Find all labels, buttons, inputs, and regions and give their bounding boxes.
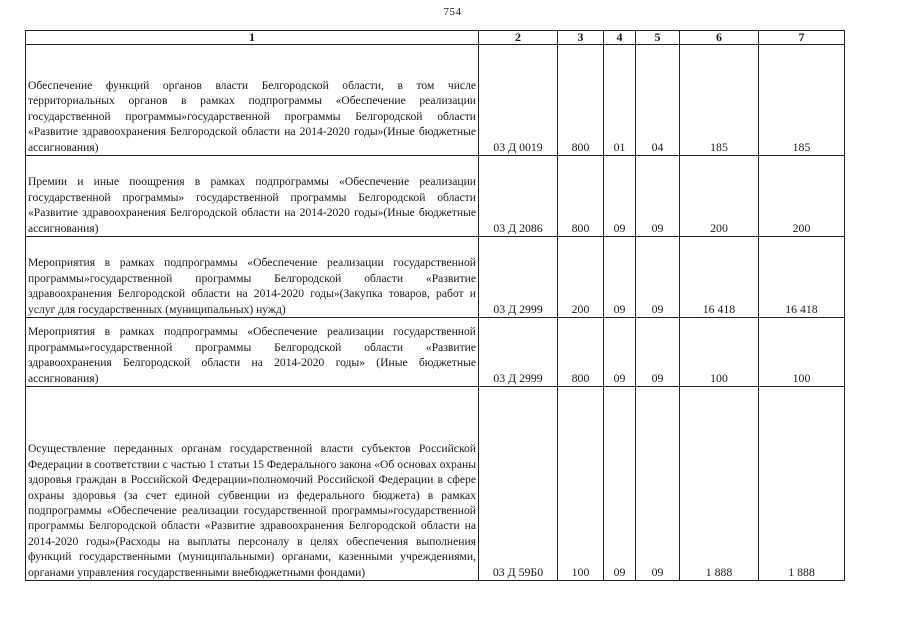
row-col7: 200 [759, 156, 845, 237]
row-code: 03 Д 59Б0 [479, 387, 558, 581]
row-col6: 100 [680, 318, 759, 387]
header-col-7: 7 [759, 31, 845, 45]
row-code: 03 Д 0019 [479, 45, 558, 156]
header-col-3: 3 [558, 31, 604, 45]
row-col3: 100 [558, 387, 604, 581]
row-col3: 800 [558, 318, 604, 387]
row-col6: 185 [680, 45, 759, 156]
row-col6: 1 888 [680, 387, 759, 581]
row-description: Мероприятия в рамках подпрограммы «Обеспечение реализации государственной программы»государственной программы Белгородской области «Развитие здравоохранения Белгородской области на 2014-2020 годы»(Закупка товаров, работ и услуг для государственных (муниципальных) нужд) [26, 237, 479, 318]
row-col3: 800 [558, 156, 604, 237]
row-col5: 09 [636, 387, 680, 581]
header-col-5: 5 [636, 31, 680, 45]
table-row [26, 45, 845, 156]
table-row [26, 237, 845, 318]
header-col-6: 6 [680, 31, 759, 45]
row-col7: 100 [759, 318, 845, 387]
header-col-1: 1 [26, 31, 479, 45]
row-col4: 01 [604, 45, 636, 156]
row-col6: 200 [680, 156, 759, 237]
row-col5: 04 [636, 45, 680, 156]
row-description: Обеспечение функций органов власти Белгородской области, в том числе территориальных органов в рамках подпрограммы «Обеспечение реализации государственной программы»государственной программы Белгородской области «Развитие здравоохранения Белгородской области на 2014-2020 годы»(Иные бюджетные ассигнования) [26, 45, 479, 156]
row-col3: 800 [558, 45, 604, 156]
row-code: 03 Д 2999 [479, 237, 558, 318]
table-row [26, 156, 845, 237]
row-description: Осуществление переданных органам государственной власти субъектов Российской Федерации в соответствии с частью 1 статьи 15 Федерального закона «Об основах охраны здоровья граждан в Российской Федерации»полномочий Российской Федерации в сфере охраны здоровья (за счет единой субвенции из федерального бюджета) в рамках подпрограммы «Обеспечение реализации государственной программы»государственной программы Белгородской области «Развитие здравоохранения Белгородской области на 2014-2020 годы»(Расходы на выплаты персоналу в целях обеспечения выполнения функций государственными (муниципальными) органами, казенными учреждениями, органами управления государственными внебюджетными фондами) [26, 387, 479, 581]
row-col4: 09 [604, 237, 636, 318]
row-col3: 200 [558, 237, 604, 318]
row-col5: 09 [636, 237, 680, 318]
row-col5: 09 [636, 156, 680, 237]
row-code: 03 Д 2999 [479, 318, 558, 387]
row-col7: 1 888 [759, 387, 845, 581]
row-col4: 09 [604, 318, 636, 387]
page-number: 754 [443, 6, 462, 18]
row-col4: 09 [604, 387, 636, 581]
row-code: 03 Д 2086 [479, 156, 558, 237]
row-description: Мероприятия в рамках подпрограммы «Обеспечение реализации государственной программы»государственной программы Белгородской области «Развитие здравоохранения Белгородской области на 2014-2020 годы» (Иные бюджетные ассигнования) [26, 318, 479, 387]
row-col7: 16 418 [759, 237, 845, 318]
row-col5: 09 [636, 318, 680, 387]
row-col4: 09 [604, 156, 636, 237]
row-col7: 185 [759, 45, 845, 156]
header-col-2: 2 [479, 31, 558, 45]
header-col-4: 4 [604, 31, 636, 45]
budget-table [25, 30, 845, 581]
table-row [26, 387, 845, 581]
table-row [26, 318, 845, 387]
header-row [26, 31, 845, 45]
row-description: Премии и иные поощрения в рамках подпрограммы «Обеспечение реализации государственной программы» государственной программы Белгородской области «Развитие здравоохранения Белгородской области на 2014-2020 годы»(Иные бюджетные ассигнования) [26, 156, 479, 237]
row-col6: 16 418 [680, 237, 759, 318]
